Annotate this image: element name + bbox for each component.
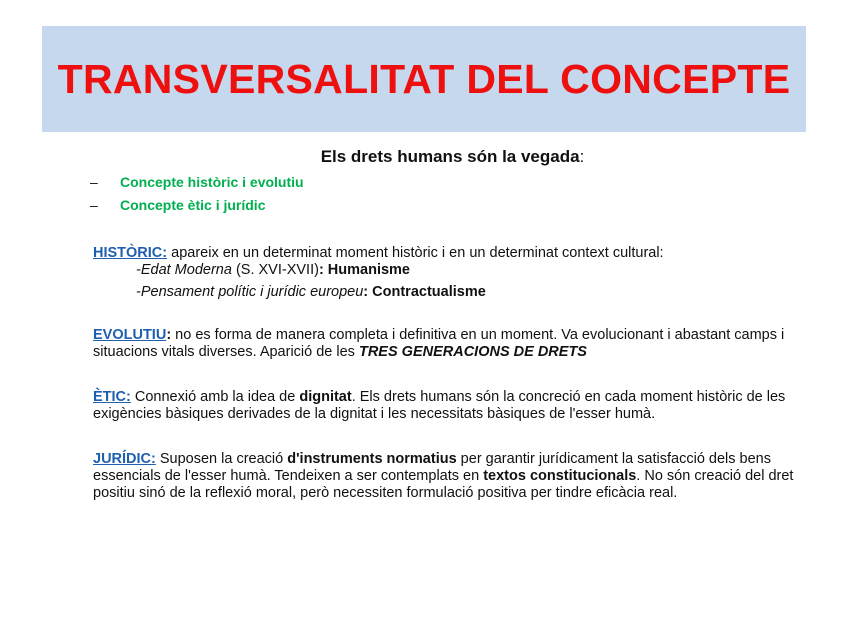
juridic-text-3: . No són creació del dret positiu sinó de la reflexió moral, però necessiten formulació positiva per tindre eficàcia real. [93,468,794,501]
juridic-text-2: per garantir jurídicament la satisfacció dels bens essencials de l'esser humà. Tendeixen a ser contemplats en [93,451,771,484]
subtitle-text: Els drets humans són la vegada [320,147,580,166]
historic-text: apareix en un determinat moment històric i en un determinat context cultural: [167,245,664,261]
historic-item-sep: : [363,284,373,300]
historic-item [93,284,798,301]
historic-item-strong: Contractualisme [372,284,486,300]
section-evolutiu [93,327,798,361]
evolutiu-emphasis: TRES GENERACIONS DE DRETS [358,344,587,360]
section-historic [93,245,798,301]
subtitle-colon: : [579,147,585,166]
juridic-strong-1: d'instruments normatius [287,451,457,467]
list-item [90,171,798,194]
title-banner [42,26,806,132]
historic-label: HISTÒRIC: [93,245,168,261]
evolutiu-text: no es forma de manera completa i definitiva en un moment. Va evolucionant i abastant camps i situacions vitals diverses. Aparició de les [93,327,785,360]
list-item-text: Concepte ètic i jurídic [120,197,266,213]
section-juridic [93,451,798,502]
section-etic [93,389,798,423]
slide-body [90,147,798,520]
juridic-paragraph [93,451,798,502]
juridic-label: JURÍDIC: [93,451,156,467]
historic-item-strong: Humanisme [327,262,410,278]
juridic-text-1: Suposen la creació [155,451,288,467]
historic-item-em: -Pensament polític i jurídic europeu [136,284,364,300]
list-item [90,194,798,217]
etic-text-1: Connexió amb la idea de [130,389,300,405]
evolutiu-label: EVOLUTIU [93,327,167,343]
slide-title: TRANSVERSALITAT DEL CONCEPTE [57,55,791,102]
etic-strong-1: dignitat [299,389,352,405]
etic-label: ÈTIC: [93,389,131,405]
concept-list [90,171,798,217]
historic-item-sep: : [318,262,328,278]
juridic-strong-2: textos constitucionals [483,468,637,484]
evolutiu-colon: : [166,327,172,343]
etic-text-2: . Els drets humans són la concreció en cada moment històric de les exigències bàsiques derivades de la dignitat i les necessitats bàsiques de l'esser humà. [93,389,786,422]
historic-item-plain: (S. XVI-XVII) [231,262,319,278]
subtitle [93,148,798,165]
etic-paragraph [93,389,798,423]
historic-paragraph [93,245,798,262]
historic-item [93,262,798,279]
evolutiu-paragraph [93,327,798,361]
list-item-text: Concepte històric i evolutiu [120,174,304,190]
historic-item-em: -Edat Moderna [136,262,232,278]
dash-bullet-icon: – [90,174,98,190]
dash-bullet-icon: – [90,197,98,213]
